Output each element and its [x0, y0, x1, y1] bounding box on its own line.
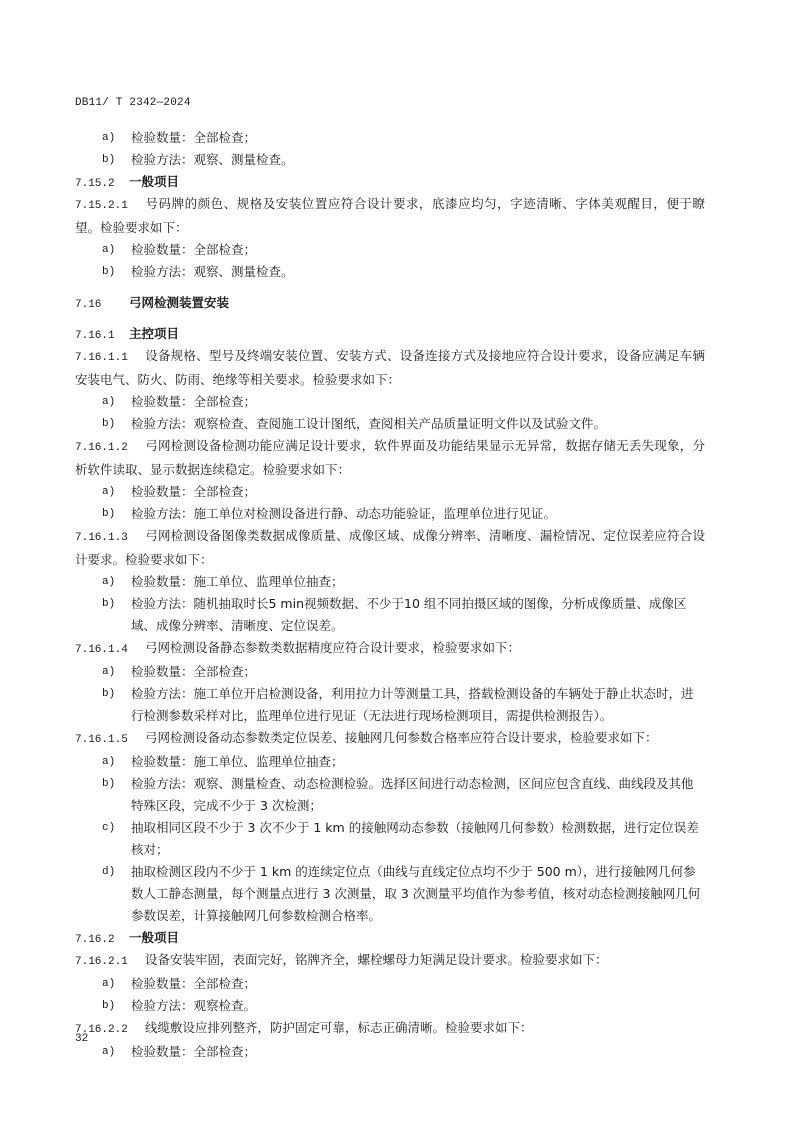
list-item — [75, 261, 705, 283]
list-marker: a) — [102, 666, 116, 678]
list-item-text: 检验方法：随机抽取时长5 min视频数据、不少于10 组不同拍摄区域的图像，分析成像质量、成像区域、成像分辨率、清晰度、定位误差。 — [131, 596, 687, 633]
list-marker: b) — [102, 778, 116, 790]
list-item — [75, 239, 705, 261]
clause-7-16-2-1 — [75, 949, 705, 973]
page-content — [75, 127, 705, 1063]
clause-number: 7.16.2.1 — [75, 956, 128, 968]
clause-number: 7.16.2.2 — [75, 1024, 128, 1036]
list-marker: b) — [102, 508, 116, 520]
section-number: 7.16.1 — [75, 330, 115, 342]
list-item — [75, 661, 705, 683]
clause-7-16-1-4 — [75, 637, 705, 661]
section-title: 弓网检测装置安装 — [129, 295, 230, 310]
list-item-text: 检验数量：全部检查； — [131, 130, 257, 145]
list-marker: b) — [102, 1000, 116, 1012]
list-marker: a) — [102, 244, 116, 256]
list-item — [75, 817, 705, 861]
list-marker: c) — [102, 822, 116, 834]
list-item-text: 检验方法：观察、测量检查、动态检测检验。选择区间进行动态检测，区间应包含直线、曲线段及其他特殊区段，完成不少于 3 次检测； — [131, 776, 694, 813]
list-item — [75, 481, 705, 503]
list-marker: b) — [102, 598, 116, 610]
list-marker: a) — [102, 576, 116, 588]
list-item — [75, 503, 705, 525]
list-item-text: 抽取相同区段不少于 3 次不少于 1 km 的接触网动态参数（接触网几何参数）检测数据，进行定位误差核对； — [131, 820, 699, 857]
list-item — [75, 683, 705, 727]
list-item-text: 检验方法：观察检查。 — [131, 998, 257, 1013]
section-number: 7.16.2 — [75, 934, 115, 946]
clause-text: 弓网检测设备动态参数类定位误差、接触网几何参数合格率应符合设计要求，检验要求如下： — [145, 730, 658, 745]
list-item-text: 检验方法：观察、测量检查。 — [131, 152, 294, 167]
section-heading-7-15-2 — [75, 171, 705, 193]
clause-text: 设备安装牢固，表面完好，铭牌齐全，螺栓螺母力矩满足设计要求。检验要求如下： — [145, 952, 608, 967]
list-marker: a) — [102, 1046, 116, 1058]
clause-number: 7.16.1.5 — [75, 734, 128, 746]
list-item-text: 检验数量：全部检查； — [131, 394, 257, 409]
section-title: 主控项目 — [129, 326, 180, 341]
list-marker: a) — [102, 132, 116, 144]
list-item — [75, 995, 705, 1017]
clause-number: 7.16.1.1 — [75, 352, 128, 364]
list-item-text: 检验数量：全部检查； — [131, 664, 257, 679]
list-item-text: 抽取检测区段内不少于 1 km 的连续定位点（曲线与直线定位点均不少于 500 m），进行接触网几何参数人工静态测量，每个测量点进行 3 次测量，取 3 次测量平均值作为参考值，核对动态检测接触网几何参数误差，计算接触网几何参数检测合格率。 — [131, 864, 701, 923]
document-code-header: DB11/ T 2342—2024 — [75, 97, 191, 109]
list-marker: a) — [102, 756, 116, 768]
list-item — [75, 593, 705, 637]
list-marker: a) — [102, 486, 116, 498]
clause-7-16-1-3 — [75, 525, 705, 571]
list-marker: b) — [102, 688, 116, 700]
clause-number: 7.16.1.2 — [75, 442, 128, 454]
clause-text: 弓网检测设备图像类数据成像质量、成像区域、成像分辨率、清晰度、漏检情况、定位误差应符合设计要求。检验要求如下： — [75, 528, 705, 567]
clause-text: 弓网检测设备检测功能应满足设计要求，软件界面及功能结果显示无异常，数据存储无丢失现象，分析软件读取、显示数据连续稳定。检验要求如下： — [75, 438, 705, 477]
list-item — [75, 413, 705, 435]
list-item — [75, 571, 705, 593]
clause-7-16-1-2 — [75, 435, 705, 481]
clause-text: 弓网检测设备静态参数类数据精度应符合设计要求，检验要求如下： — [145, 640, 521, 655]
page-number: 32 — [75, 1033, 89, 1045]
clause-number: 7.16.1.3 — [75, 532, 128, 544]
clause-7-16-1-1 — [75, 345, 705, 391]
list-item-text: 检验方法：观察、测量检查。 — [131, 264, 294, 279]
list-marker: a) — [102, 396, 116, 408]
section-heading-7-16-2 — [75, 927, 705, 949]
list-item-text: 检验方法：观察检查、查阅施工设计图纸，查阅相关产品质量证明文件以及试验文件。 — [131, 416, 607, 431]
clause-7-15-2-1 — [75, 193, 705, 239]
clause-text: 号码牌的颜色、规格及安装位置应符合设计要求，底漆应均匀，字迹清晰、字体美观醒目，便于瞭望。检验要求如下： — [75, 196, 705, 235]
list-item — [75, 1041, 705, 1063]
list-marker: b) — [102, 154, 116, 166]
clause-number: 7.15.2.1 — [75, 200, 128, 212]
section-title: 一般项目 — [129, 930, 180, 945]
list-marker: a) — [102, 978, 116, 990]
list-item-text: 检验数量：全部检查； — [131, 484, 257, 499]
list-item — [75, 391, 705, 413]
list-marker: d) — [102, 866, 116, 878]
list-item-text: 检验方法：施工单位对检测设备进行静、动态功能验证，监理单位进行见证。 — [131, 506, 557, 521]
list-item-text: 检验数量：全部检查； — [131, 1044, 257, 1059]
list-item-text: 检验方法：施工单位开启检测设备，利用拉力计等测量工具，搭载检测设备的车辆处于静止状态时，进行检测参数采样对比，监理单位进行见证（无法进行现场检测项目，需提供检测报告）。 — [131, 686, 694, 723]
section-title: 一般项目 — [129, 174, 180, 189]
list-item — [75, 773, 705, 817]
list-item-text: 检验数量：施工单位、监理单位抽查； — [131, 754, 344, 769]
list-item-text: 检验数量：全部检查； — [131, 976, 257, 991]
section-heading-7-16 — [75, 292, 705, 314]
list-item — [75, 973, 705, 995]
list-item-text: 检验数量：施工单位、监理单位抽查； — [131, 574, 344, 589]
clause-text: 线缆敷设应排列整齐，防护固定可靠，标志正确清晰。检验要求如下： — [145, 1020, 533, 1035]
clause-7-16-2-2 — [75, 1017, 705, 1041]
section-number: 7.16 — [75, 299, 102, 311]
section-number: 7.15.2 — [75, 178, 115, 190]
list-item — [75, 127, 705, 149]
list-item-text: 检验数量：全部检查； — [131, 242, 257, 257]
list-item — [75, 751, 705, 773]
clause-7-16-1-5 — [75, 727, 705, 751]
list-marker: b) — [102, 266, 116, 278]
list-marker: b) — [102, 418, 116, 430]
section-heading-7-16-1 — [75, 323, 705, 345]
clause-number: 7.16.1.4 — [75, 644, 128, 656]
list-item — [75, 861, 705, 927]
list-item — [75, 149, 705, 171]
clause-text: 设备规格、型号及终端安装位置、安装方式、设备连接方式及接地应符合设计要求，设备应满足车辆安装电气、防火、防雨、绝缘等相关要求。检验要求如下： — [75, 348, 705, 387]
